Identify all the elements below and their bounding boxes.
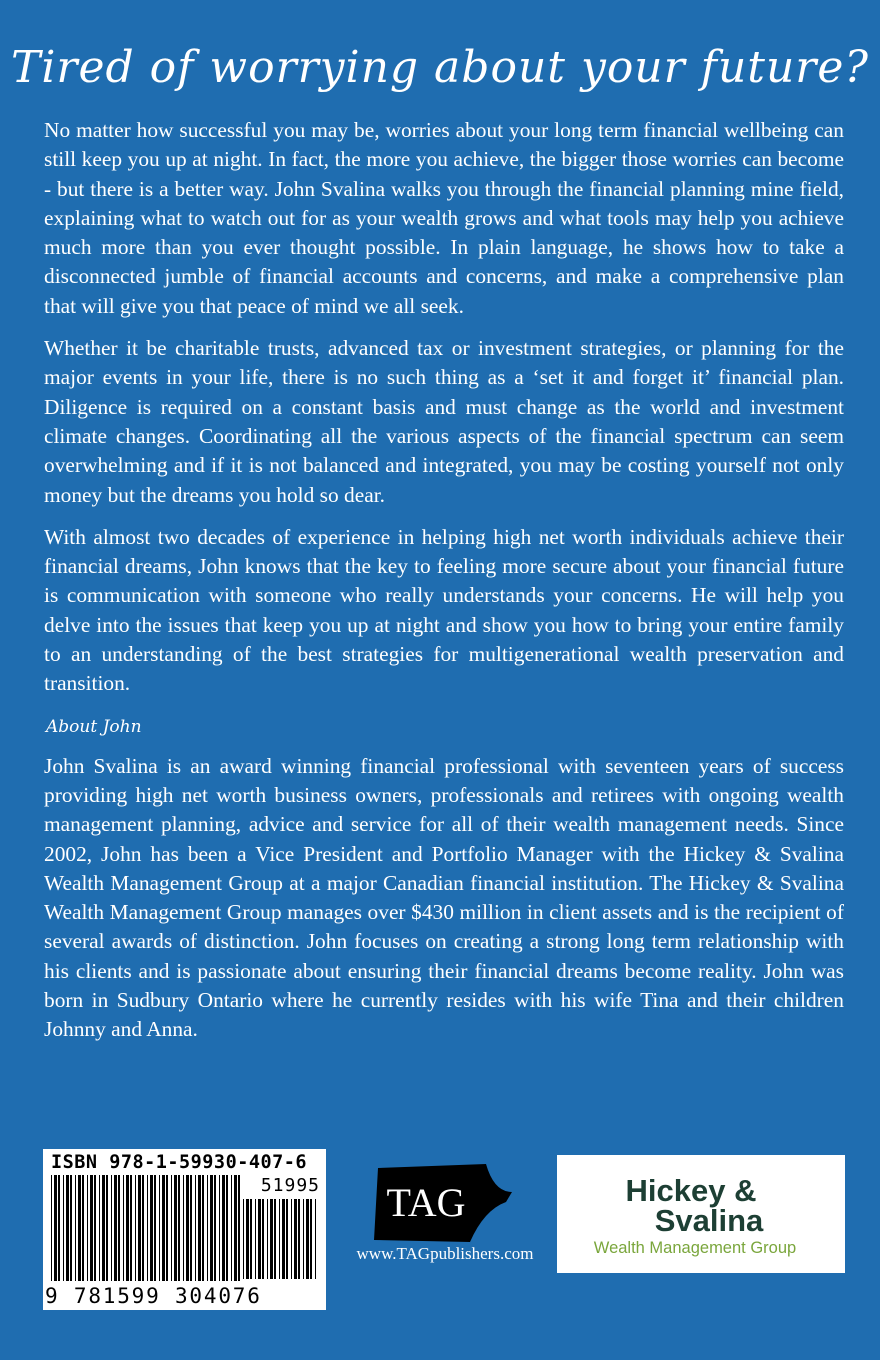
barcode-stripe	[294, 1199, 297, 1279]
barcode-stripe	[291, 1199, 292, 1279]
barcode-stripe	[219, 1175, 220, 1281]
barcode-stripe	[286, 1199, 288, 1279]
barcode-stripe	[171, 1175, 172, 1281]
barcode-stripe	[82, 1175, 84, 1281]
firm-tagline: Wealth Management Group	[593, 1239, 797, 1257]
barcode-stripe	[238, 1175, 240, 1281]
barcode-stripe	[178, 1175, 180, 1281]
barcode-stripe	[78, 1175, 81, 1281]
barcode-stripe	[282, 1199, 285, 1279]
barcode-stripe	[174, 1175, 177, 1281]
barcode-stripe	[90, 1175, 93, 1281]
barcode-stripe	[234, 1175, 237, 1281]
barcode-stripe	[58, 1175, 60, 1281]
barcode-stripe	[222, 1175, 225, 1281]
barcode-stripe	[298, 1199, 300, 1279]
barcode-stripe	[142, 1175, 144, 1281]
barcode-stripe	[63, 1175, 64, 1281]
barcode-stripe	[267, 1199, 268, 1279]
barcode-stripe	[270, 1199, 273, 1279]
hickey-svalina-logo	[557, 1155, 845, 1273]
barcode-stripe	[226, 1175, 228, 1281]
headline: Tired of worrying about your future?	[11, 42, 869, 93]
barcode-stripe	[123, 1175, 124, 1281]
barcode-stripe	[274, 1199, 276, 1279]
publisher-url[interactable]: www.TAGpublishers.com	[356, 1244, 534, 1263]
barcode-stripe	[135, 1175, 136, 1281]
barcode-stripe	[99, 1175, 100, 1281]
blurb	[44, 116, 844, 1058]
paragraph-3: With almost two decades of experience in helping high net worth individuals achieve their financial dreams, John knows that the key to feeling more secure about your financial future is communication with someone who really understands your concerns. He will help you delve into the issues that keep you up at night and show you how to bring your entire family to an understanding of the best strategies for multigenerational wealth preservation and transition.	[44, 524, 844, 696]
barcode-stripe	[310, 1199, 312, 1279]
paragraph-1: No matter how successful you may be, worries about your long term financial wellbeing can still keep you up at night. In fact, the more you achieve, the bigger those worries can become - but there is a better way. John Svalina walks you through the financial planning mine field, explaining what to watch out for as your wealth grows and what tools may help you achieve much more than you ever thought possible. In plain language, he shows how to take a disconnected jumble of financial accounts and concerns, and make a comprehensive plan that will give you that peace of mind we all seek.	[44, 118, 844, 318]
barcode-stripe	[202, 1175, 204, 1281]
firm-name-line2: Svalina	[654, 1203, 764, 1238]
barcode-stripe	[87, 1175, 88, 1281]
barcode-stripe	[255, 1199, 256, 1279]
barcode-stripe	[166, 1175, 168, 1281]
about-paragraph: John Svalina is an award winning financial professional with seventeen years of success providing high net worth business owners, professionals and retirees with ongoing wealth management planning, advice and service for all of their wealth management needs. Since 2002, John has been a Vice President and Portfolio Manager with the Hickey & Svalina Wealth Management Group at a major Canadian financial institution. The Hickey & Svalina Wealth Management Group manages over $430 million in client assets and is the recipient of several awards of distinction. John focuses on creating a strong long term relationship with his clients and is passionate about ensuring their financial dreams become reality. John was born in Sudbury Ontario where he currently resides with his wife Tina and their children Johnny and Anna.	[44, 753, 844, 1042]
barcode-stripe	[214, 1175, 216, 1281]
tag-logo-text: TAG	[386, 1180, 466, 1225]
barcode-stripe	[190, 1175, 192, 1281]
price-code: 51995	[260, 1175, 320, 1196]
isbn-label: ISBN 978-1-59930-407-6	[51, 1152, 308, 1173]
barcode-stripe	[66, 1175, 69, 1281]
barcode-stripe	[150, 1175, 153, 1281]
price-barcode-bars	[243, 1199, 319, 1279]
barcode-stripe	[51, 1175, 52, 1281]
about-heading: About John	[46, 716, 142, 737]
barcode-stripe	[106, 1175, 108, 1281]
firm-name-line1: Hickey &	[625, 1173, 757, 1208]
barcode-stripe	[111, 1175, 112, 1281]
barcode-stripe	[210, 1175, 213, 1281]
barcode-stripe	[159, 1175, 160, 1281]
barcode-stripe	[279, 1199, 280, 1279]
barcode-stripe	[183, 1175, 184, 1281]
barcode-stripe	[154, 1175, 156, 1281]
barcode-stripe	[75, 1175, 76, 1281]
barcode-stripe	[207, 1175, 208, 1281]
barcode-stripe	[70, 1175, 72, 1281]
barcode-stripe	[147, 1175, 148, 1281]
barcode-stripe	[130, 1175, 132, 1281]
barcode-stripe	[138, 1175, 141, 1281]
paragraph-2: Whether it be charitable trusts, advanced tax or investment strategies, or planning for the major events in your life, there is no such thing as a ‘set it and forget it’ financial plan. Diligence is required on a constant basis and must change as the world and investment climate changes. Coordinating all the various aspects of the financial spectrum can seem overwhelming and if it is not balanced and integrated, you may be costing yourself not only money but the dreams you hold so dear.	[44, 336, 844, 507]
barcode-stripe	[258, 1199, 261, 1279]
barcode-stripe	[162, 1175, 165, 1281]
tag-publisher-logo	[374, 1162, 514, 1246]
barcode-stripe	[243, 1199, 244, 1279]
barcode-stripe	[114, 1175, 117, 1281]
barcode-stripe	[102, 1175, 105, 1281]
ean-digits: 9 781599 304076	[45, 1284, 262, 1308]
barcode-stripe	[195, 1175, 196, 1281]
barcode-stripe	[246, 1199, 249, 1279]
barcode-stripe	[54, 1175, 57, 1281]
barcode-stripe	[126, 1175, 129, 1281]
barcode-stripe	[198, 1175, 201, 1281]
isbn-barcode	[43, 1149, 326, 1310]
barcode-stripe	[186, 1175, 189, 1281]
barcode-stripe	[306, 1199, 309, 1279]
barcode-stripe	[94, 1175, 96, 1281]
barcode-stripe	[118, 1175, 120, 1281]
barcode-bars	[51, 1175, 241, 1281]
barcode-stripe	[303, 1199, 304, 1279]
barcode-stripe	[315, 1199, 316, 1279]
barcode-stripe	[231, 1175, 232, 1281]
barcode-stripe	[250, 1199, 252, 1279]
barcode-stripe	[262, 1199, 264, 1279]
